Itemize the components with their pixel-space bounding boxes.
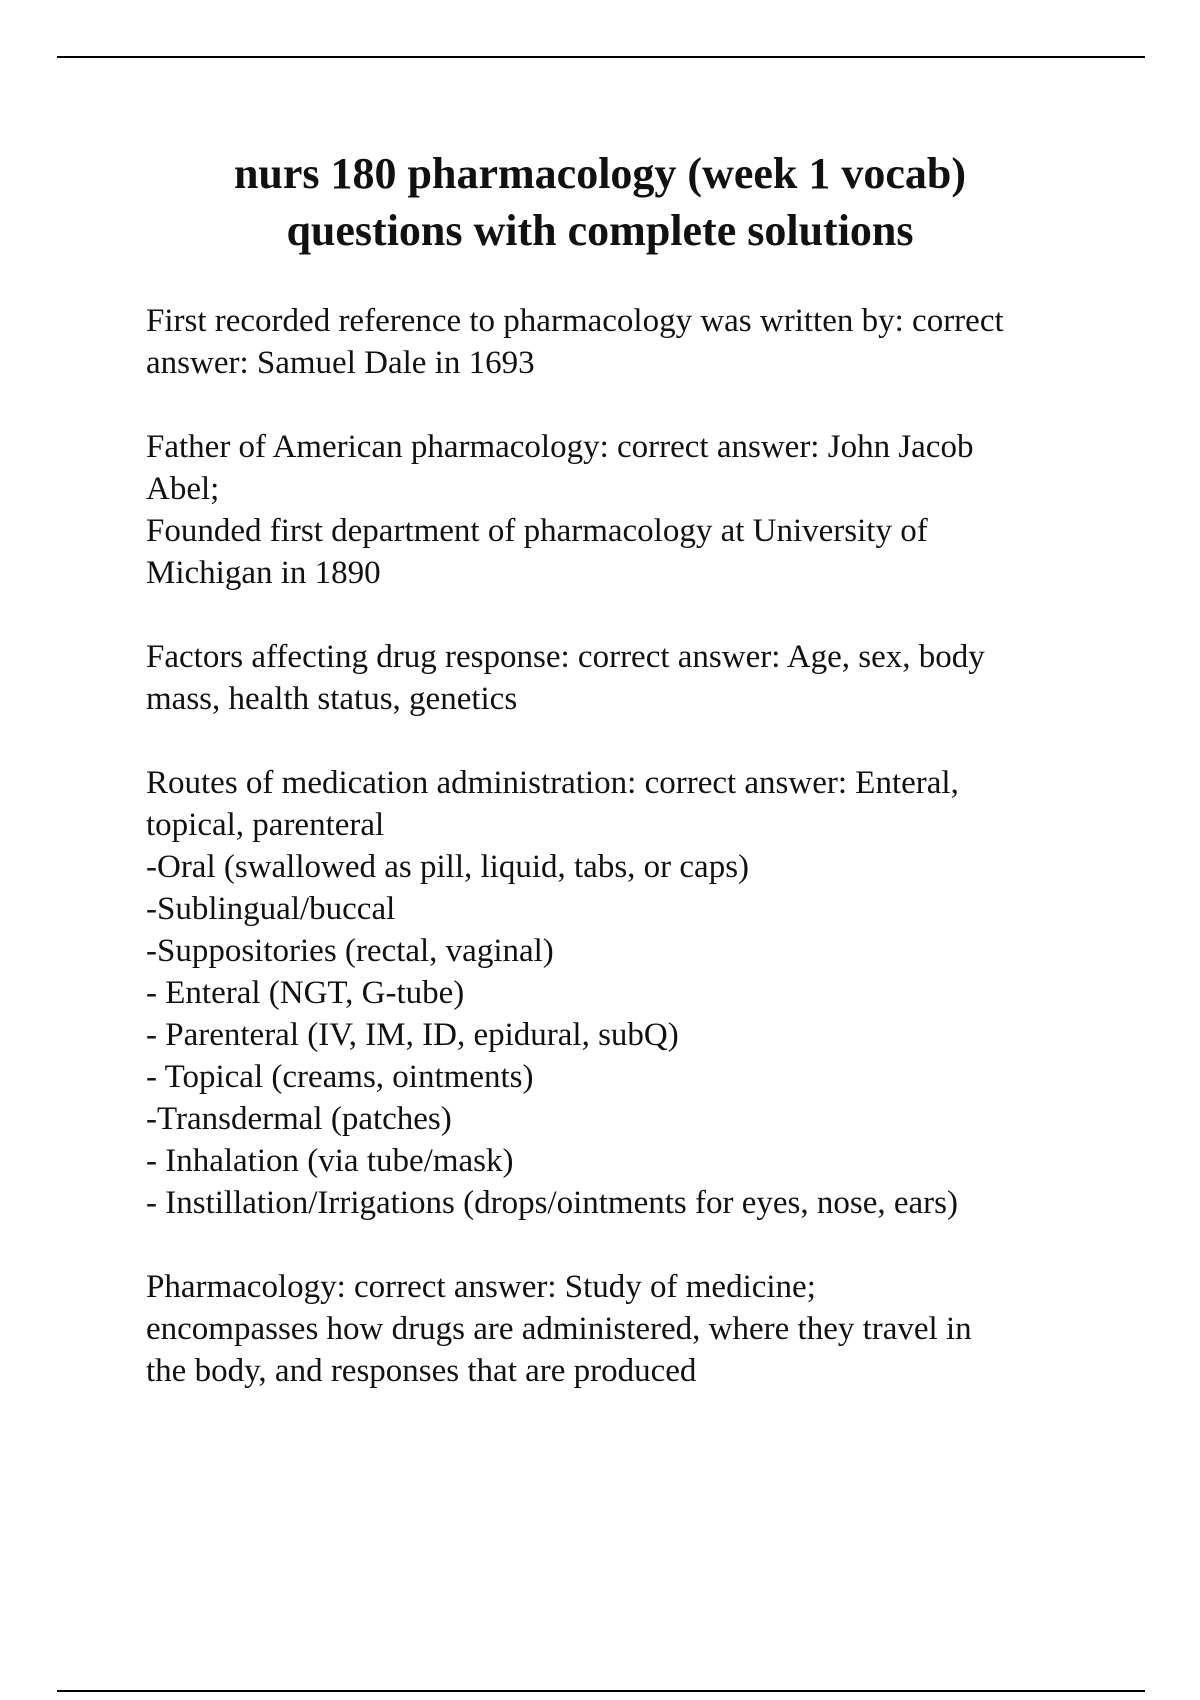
qa-entry [146,426,1106,594]
entry-line: Routes of medication administration: correct answer: Enteral, [146,765,959,801]
entry-line: Father of American pharmacology: correct answer: John Jacob [146,429,974,465]
entry-line: - Instillation/Irrigations (drops/ointments for eyes, nose, ears) [146,1185,958,1221]
entry-line: answer: Samuel Dale in 1693 [146,345,535,381]
entry-line: First recorded reference to pharmacology was written by: correct [146,303,1004,339]
entry-line: Pharmacology: correct answer: Study of medicine; [146,1269,816,1305]
entry-line: mass, health status, genetics [146,681,518,717]
qa-entry [146,300,1106,384]
entry-line: -Oral (swallowed as pill, liquid, tabs, or caps) [146,849,750,885]
qa-entry [146,762,1106,1224]
title-line: nurs 180 pharmacology (week 1 vocab) [233,149,967,198]
qa-entry [146,636,1106,720]
entry-line: topical, parenteral [146,807,385,843]
title-line: questions with complete solutions [286,206,914,255]
top-rule [57,56,1145,58]
entry-line: - Parenteral (IV, IM, ID, epidural, subQ) [146,1017,679,1053]
entry-line: -Suppositories (rectal, vaginal) [146,933,554,969]
entry-line: Founded first department of pharmacology at University of [146,513,928,549]
entry-line: Michigan in 1890 [146,555,381,591]
entry-line: - Topical (creams, ointments) [146,1059,534,1095]
bottom-rule [57,1690,1145,1692]
entry-line: encompasses how drugs are administered, where they travel in [146,1311,972,1347]
entry-line: the body, and responses that are produced [146,1353,697,1389]
entry-line: -Sublingual/buccal [146,891,396,927]
document-title [100,145,1100,259]
entry-line: - Inhalation (via tube/mask) [146,1143,514,1179]
entry-line: -Transdermal (patches) [146,1101,452,1137]
entry-line: - Enteral (NGT, G-tube) [146,975,465,1011]
entry-line: Abel; [146,471,220,507]
entry-line: Factors affecting drug response: correct answer: Age, sex, body [146,639,985,675]
document-body [146,300,1106,1434]
qa-entry [146,1266,1106,1392]
